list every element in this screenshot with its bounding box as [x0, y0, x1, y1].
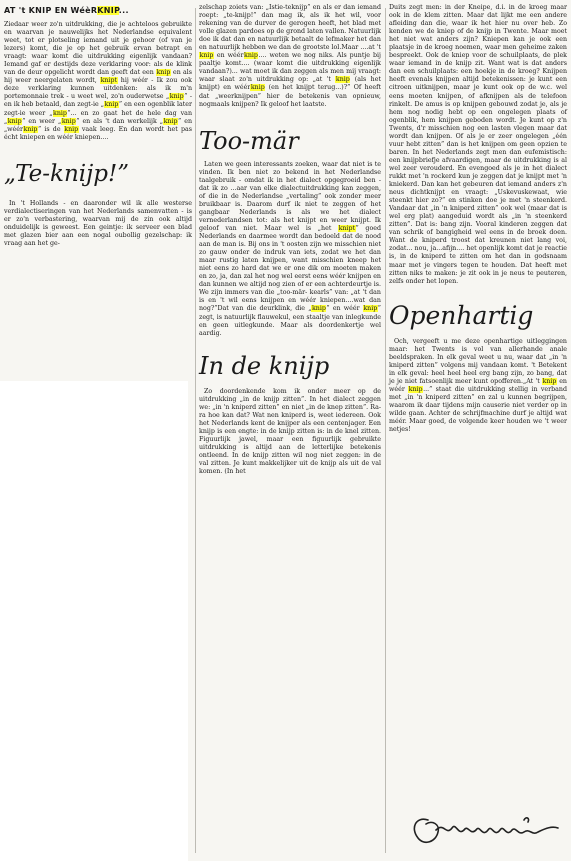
highlighted-word: knip [250, 84, 265, 92]
highlighted-word: knip [53, 109, 67, 117]
continued-paragraph: Duits zegt men: in der Kneipe, d.i. in de kroeg maar ook in de klem zitten. Maar dat lijkt me een andere afleiding dan die, waar ik het hier nu over heb. Zo kenden we de kniep of de knijp in Twente. Maar moet het niet wat anders zijn? Kniepen kan je ook een plaatsje in de kroeg noemen, waar men geheime zaken bespreekt. Ook de kniep voor de schuilplaats, de plek waar iemand in de knijp zit. Want wat is dat anders dan een schuilplaats: een hoekje in de kroeg? Knijpen heeft evenals knijpen altijd betekenissen: je kunt een citroen uitknijpen, maar je kunt ook op de w.c. wel eens moeten knijpen, of afknijpen als de telefoon rinkelt. De amus is op knijpen gebouwd zodat je, als je hem nog nodig hebt op een ongelegen plaats of ogenblik, hem knijpen geboden wordt. Je kunt op z'n Twents, d'r misschien nog een lasten vlegen maar dat wordt dan knijpen. Of als je er zeer ongelegen „één vuur hebt zitten” dan is het knijpen om geen opzien te baren. In het Nederlands zegt men dan eufemistisch: een knijpbriefje afvaardigen, maar de uitdrukking is al wel zeer verouderd. En evengoed als je in het dialect rukkt met 'n rockerd kun je zeggen dat je knijpt met 'n kniekerd. Dan kan het gebeuren dat iemand anders z'n neus dichtknijpt en vraagt: „Uskevuskewaat, wie steenkt hier zo?” en stinken doe je met 'n steenkerd. Vandaar dat „in 'n kniperd zitten” ook wel (maar dat is wel erg plat) aangeduid wordt als „in 'n steenkerd zitten”. Dat is: bang zijn. Vooral kinderen zeggen dat van schrik of bangigheid wel eens in de broek doen. Want de kniperd troost dat kreunen niet lang voi, zodat... nou, ja...afijn.... het openlijk komt dat je reactie is, in de kniperd te zitten om het dan in godsnaam maar met je vingers tegen te houden. Dat heeft met zitten niks te maken: je zit ook in je neus te peuteren, zelfs onder het lopen. [389, 4, 567, 285]
highlighted-word: knip [199, 52, 214, 60]
title-highlight: KNIP [97, 6, 119, 15]
section-heading-too-mar: Too-mär [199, 126, 299, 155]
section-paragraph: Laten we geen interessants zoeken, waar dat niet is te vinden. Ik ben niet zo bekend in het Nederlandse taalgebruik - omdat ik in het dialect opgegroeid ben - dat ik zo ...aar van elke dialectuitdrukking kan zeggen, of die in de Nederlandse „vertaling” ook zonder meer bruikbaar is. Daarom durf ik niet te zeggen of het gangbaar Nederlands is als we het dialect vernederlandsen tot: als het knijpt en weer knijpt. Ik geloof van niet. Maar wel is „het knipt” goed Nederlands en daarmee wordt dan bedoeld dat de nood aan de man is. Bij ons in 't oosten zijn we misschien niet zo gauw onder de indruk van iets, zodat we het dan maar rustig laten knijpen, want misschien kneep het niet eens zo hard dat we er one dik om moeten maken en zo, ja, dan zal het nog wel eerst eens wéér knijpen en dan kunnen we altijd nog zien of er een achterdeurtje is. We zijn immers van die „too-mär- kearls” van: „at 't dan is en 't wil eens knijpen en wéér kniepen....wat dan nog?”Dat van die deurklink, die „knip” en wéér knip” zegt, is natuurlijk flauwekul, een staaltje van inlegkunde en geen uitlegkunde. Maar als doordenkertje wel aardig. [199, 160, 381, 337]
highlighted-word: knip [311, 305, 326, 313]
highlighted-word: knip [104, 101, 119, 109]
highlighted-word: knip [64, 125, 79, 133]
highlighted-word: knip [542, 377, 557, 385]
highlighted-word: knip [244, 52, 258, 60]
highlighted-word: knip [408, 385, 423, 393]
section-paragraph: In 't Hollands - en daaronder wil ik alle westerse verdialectiseringen van het Nederlands samenvatten - is er zo'n verbastering, waarvan mij de zin ook altijd onduidelijk is geweest. Een geintje: ik serveer een blad met glazen bier aan een nogal oubollig gezelschap: ik vraag aan het ge- [4, 199, 192, 247]
highlighted-word: knip [61, 117, 76, 125]
title-text: AT 't KNIP EN WéèR [4, 6, 98, 15]
intro-paragraph: Ziedaar weer zo'n uitdrukking, die je achteloos gebruikte en waarvan je nauwelijks het Nederlandse equivalent weet, tot er plotseling iemand uit je gehoor (of van je lezers) komt, die je op het gebruik ervan betrapt en vraagt: waar komt die uitdrukking eigenlijk vandaan? Iemand gaf er destijds deze verklaring voor: als de klink van de deur opgelicht wordt dan geeft dat een knip en als hij weer neergelaten wordt, knipt hij wéér - Ik zou ook deze verklaring kunnen uitdenken: als ik m'n portemonnaie trek - u weet wel, zo'n ouderwetse „knip” - en ik heb betaald, dan zegt-ie „knip” en een ogenblik later zegt-ie weer „knip”... en zo gaat het de hele dag van „knip” en weer „knip” en als 't dan werkelijk „knip” en „wéérknip” is de knip vaak leeg. En dan wordt het pas écht kniepen en wéér kniepen.... [4, 21, 193, 141]
highlighted-word: knipt [338, 224, 356, 232]
highlighted-word: knipt [100, 77, 118, 85]
title-ellipsis: ... [118, 6, 129, 15]
column-2 [199, 0, 381, 861]
highlighted-word: knip [7, 117, 22, 125]
section-paragraph: Och, vergeeft u me deze openhartige uitleggingen maar: het Twents is vol van allerhande anale beeldspraken. In elk geval weet u nu, waar dat „in 'n kniperd zitten” volgens mij vandaan komt. 't Betekent in elk geval: heel heel heel erg bang zijn, zo bang, dat je je niet fatsoenlijk meer kunt opofferen.„At 't knip en wéér knip...” staat die uitdrukking stellig in verband met „in 'n kniperd zitten” en zal u kunnen begrijpen, waarom ik daar tijdens mijn causerie niet verder op in wilde gaan. Achter de schrijfmachine durf je altijd wat méér. Maar goed, de volgende keer houden we 't weer netjes! [389, 337, 567, 434]
section-heading-in-de-knijp: In de knijp [199, 351, 330, 380]
column-divider [195, 8, 196, 853]
column-3 [389, 0, 567, 861]
highlighted-word: knip [23, 125, 38, 133]
highlighted-word: knip [156, 69, 171, 77]
highlighted-word: knip [163, 117, 178, 125]
section-heading-te-knijp: „Te-knijp!” [4, 160, 129, 187]
highlighted-word: knip [169, 93, 184, 101]
section-paragraph: Zo doordenkende kom ik onder meer op de uitdrukking „in de knijp zitten”. In het dialect zeggen we: „in 'n kniperd zitten” en niet „in de knep zitten”. Ra-ra hoe kan dat? Wat nen kniperd is, weet iedereen. Ook het Nederlands kent de knijper als een centenjager. Een knijp is een engte: in de knijp zitten is: in de knel zitten. Figuurlijk jawel, maar een figuurlijk gebruikte uitdrukking is altijd aan de letterlijke betekenis ontleend. In de knijp zitten wil nog niet zeggen: in de val zitten. Je kunt makkelijker uit de knijp als uit de val komen. (In het [199, 387, 381, 476]
column-divider [385, 8, 386, 853]
section-heading-openhartig: Openhartig [389, 300, 534, 330]
continued-paragraph: zelschap zoiets van: „Istie-teknijp” en als er dan iemand roept: „te-knijp!” dan mag ik, als ik het wil, voor rekening van de durver de gerogen heeft, het blad met volle glazen pardoes op de grond laten vallen. Natuurlijk doe ik dat dan en natuurlijk betaalt de lefmaker het dan en natuurlijk hebben we dan de grootste lol.Maar ....at 't knip en wéérknip.... weten we nog niks. Als puntje bij paaltje komt.... (waar komt die uitdrukking eigenlijk vandaan?)... wat moet ik dan zeggen als men mij vraagt: waar slaat zo'n uitdrukking op: „at 't knip (als het knijpt) en wéérknip (en het knijpt terug...)?” Of heeft dat „weerknijpen” hier de betekenis van opnieuw, nogmaals knijpen? Ik geloof het laatste. [199, 4, 382, 108]
blank-area [0, 381, 188, 861]
article-title [4, 6, 192, 15]
highlighted-word: knip [335, 76, 350, 84]
author-signature [406, 806, 566, 852]
highlighted-word: knip [363, 305, 378, 313]
